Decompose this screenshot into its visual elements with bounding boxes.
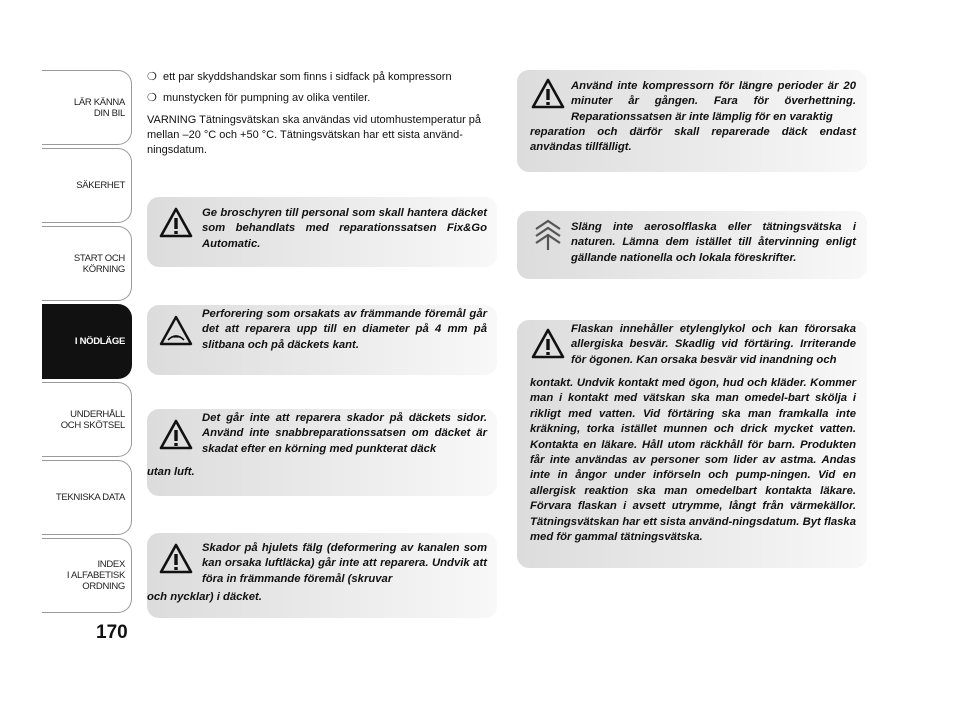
warning-text-cont: utan luft.	[147, 466, 195, 478]
bullet-text: munstycken för pumpning av olika ventiler.	[163, 92, 371, 104]
sidebar-tab-nodlage[interactable]	[42, 304, 132, 379]
warning-text: Perforering som orsakats av främmande föremål går det att reparera upp till en diameter på 4 mm på slitbana och på däckets kant.	[202, 308, 487, 351]
warning-text-cont: och nycklar) i däcket.	[147, 591, 262, 603]
sidebar-tab-lar-kanna[interactable]	[42, 70, 132, 145]
tire-warning-icon	[159, 315, 193, 347]
tab-label: TEKNISKA DATA	[55, 492, 125, 503]
tab-label: SÄKERHET	[76, 180, 125, 191]
warning-triangle-icon	[159, 207, 193, 239]
tab-label: INDEX I ALFABETISK ORDNING	[66, 559, 125, 592]
warning-box-glycol	[517, 320, 867, 568]
warning-box-brochure	[147, 197, 497, 267]
bullet-symbol: ❍	[147, 92, 157, 104]
warning-text: Det går inte att reparera skador på däckets sidor. Använd inte snabbreparationssatsen om däcket är skadat efter en körning med punkterat däck	[202, 412, 487, 455]
sidebar-tab-underhall[interactable]	[42, 382, 132, 457]
warning-triangle-icon	[159, 543, 193, 575]
warning-text: Flaskan innehåller etylenglykol och kan förorsaka allergiska besvär. Skadlig vid förtäring. Irriterande för ögonen. Kan orsaka besvär vid inandning och	[571, 323, 856, 366]
warning-box-compressor	[517, 70, 867, 172]
bullet-item	[147, 91, 370, 104]
bullet-text: ett par skyddshandskar som finns i sidfack på kompressorn	[163, 71, 452, 83]
warning-text-cont: kontakt. Undvik kontakt med ögon, hud och kläder. Kommer man i kontakt med vätskan ska man omedel-bart skölja i rikligt med vatten. Vid förtäring ska man framkalla inte kräkning, torka istället munnen och drick mycket vatten. Kontakta en läkare. Håll utom räckhåll för barn. Produkten får inte användas av personer som lider av astma. Andas inte in ångor under införseln och pump-ningen. Vid en allergisk reaktion ska man omedelbart kontakta läkare. Förvara flaskan i avsett utrymme, långt från värmekällor. Tätningsvätskan har ett sista använd-ningsdatum. Byt flaska med för gammal tätningsvätska.	[530, 377, 856, 544]
warning-triangle-icon	[531, 328, 565, 360]
bullet-item	[147, 70, 452, 83]
page-number: 170	[96, 622, 128, 643]
warning-text-cont: reparation och därför skall reparerade däck endast användas tillfälligt.	[530, 126, 856, 154]
warning-triangle-icon	[159, 419, 193, 451]
bullet-symbol: ❍	[147, 71, 157, 83]
environment-icon	[531, 219, 565, 251]
tab-label: START OCH KÖRNING	[73, 252, 125, 275]
warning-box-rim	[147, 533, 497, 618]
varning-paragraph: VARNING Tätningsvätskan ska användas vid utomhustemperatur på mellan –20 °C och +50 °C. Tätningsvätskan har ett sista använd-ningsdatum.	[147, 114, 482, 156]
sidebar-tab-sakerhet[interactable]	[42, 148, 132, 223]
sidebar-tab-start[interactable]	[42, 226, 132, 301]
warning-triangle-icon	[531, 78, 565, 110]
warning-box-environment	[517, 211, 867, 279]
tab-label: I NÖDLÄGE	[74, 336, 125, 347]
tab-label: UNDERHÅLL OCH SKÖTSEL	[60, 408, 125, 431]
warning-text: Ge broschyren till personal som skall hantera däcket som behandlats med reparationssatsen Fix&Go Automatic.	[202, 207, 487, 250]
warning-box-sidewall	[147, 409, 497, 496]
warning-text: Skador på hjulets fälg (deformering av kanalen som kan orsaka luftläcka) går inte att reparera. Undvik att föra in främmande föremål (skruvar	[202, 542, 487, 585]
warning-box-perforation	[147, 305, 497, 375]
warning-text: Släng inte aerosolflaska eller tätningsvätska i naturen. Lämna dem istället till återvinning enligt gällande nationella och lokala föreskrifter.	[571, 221, 856, 264]
warning-text: Använd inte kompressorn för längre perioder är 20 minuter år gången. Fara för överhettning. Reparationssatsen är inte lämplig för en varaktig	[571, 80, 856, 123]
sidebar-tab-tekniska[interactable]	[42, 460, 132, 535]
tab-label: LÄR KÄNNA DIN BIL	[73, 96, 125, 119]
sidebar-tab-index[interactable]	[42, 538, 132, 613]
